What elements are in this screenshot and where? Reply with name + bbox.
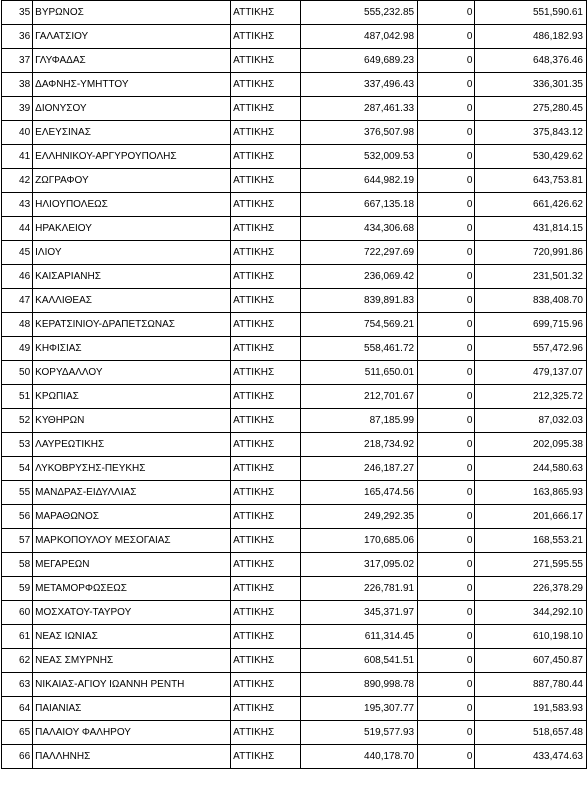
municipality-name-cell[interactable]: ΜΑΝΔΡΑΣ-ΕΙΔΥΛΛΙΑΣ xyxy=(33,481,231,505)
amount-cell[interactable]: 555,232.85 xyxy=(300,1,418,25)
municipality-name-cell[interactable]: ΜΟΣΧΑΤΟΥ-ΤΑΥΡΟΥ xyxy=(33,601,231,625)
region-cell[interactable]: ΑΤΤΙΚΗΣ xyxy=(231,217,300,241)
table-row xyxy=(2,697,587,721)
municipality-name-cell[interactable]: ΕΛΕΥΣΙΝΑΣ xyxy=(33,121,231,145)
second-amount-cell[interactable]: 661,426.62 xyxy=(475,193,587,217)
row-number-cell[interactable]: 66 xyxy=(2,745,33,769)
second-amount-cell[interactable]: 486,182.93 xyxy=(475,25,587,49)
amount-cell[interactable]: 722,297.69 xyxy=(300,241,418,265)
second-amount-cell[interactable]: 271,595.55 xyxy=(475,553,587,577)
row-number-cell[interactable]: 58 xyxy=(2,553,33,577)
zero-value-cell[interactable]: 0 xyxy=(418,121,475,145)
zero-value-cell[interactable]: 0 xyxy=(418,73,475,97)
municipality-name-cell[interactable]: ΜΕΓΑΡΕΩΝ xyxy=(33,553,231,577)
row-number-cell[interactable]: 51 xyxy=(2,385,33,409)
region-cell[interactable]: ΑΤΤΙΚΗΣ xyxy=(231,625,300,649)
zero-value-cell[interactable]: 0 xyxy=(418,625,475,649)
second-amount-cell[interactable]: 344,292.10 xyxy=(475,601,587,625)
second-amount-cell[interactable]: 168,553.21 xyxy=(475,529,587,553)
zero-value-cell[interactable]: 0 xyxy=(418,241,475,265)
second-amount-cell[interactable]: 557,472.96 xyxy=(475,337,587,361)
table-row xyxy=(2,73,587,97)
municipality-name-cell[interactable]: ΗΛΙΟΥΠΟΛΕΩΣ xyxy=(33,193,231,217)
region-cell[interactable]: ΑΤΤΙΚΗΣ xyxy=(231,265,300,289)
region-cell[interactable]: ΑΤΤΙΚΗΣ xyxy=(231,385,300,409)
row-number-cell[interactable]: 62 xyxy=(2,649,33,673)
row-number-cell[interactable]: 64 xyxy=(2,697,33,721)
zero-value-cell[interactable]: 0 xyxy=(418,289,475,313)
table-row xyxy=(2,673,587,697)
municipality-name-cell[interactable]: ΚΕΡΑΤΣΙΝΙΟΥ-ΔΡΑΠΕΤΣΩΝΑΣ xyxy=(33,313,231,337)
amount-cell[interactable]: 667,135.18 xyxy=(300,193,418,217)
municipality-name-cell[interactable]: ΚΟΡΥΔΑΛΛΟΥ xyxy=(33,361,231,385)
second-amount-cell[interactable]: 699,715.96 xyxy=(475,313,587,337)
amount-cell[interactable]: 558,461.72 xyxy=(300,337,418,361)
region-cell[interactable]: ΑΤΤΙΚΗΣ xyxy=(231,457,300,481)
municipality-name-cell[interactable]: ΛΑΥΡΕΩΤΙΚΗΣ xyxy=(33,433,231,457)
zero-value-cell[interactable]: 0 xyxy=(418,481,475,505)
municipality-name-cell[interactable]: ΝΕΑΣ ΙΩΝΙΑΣ xyxy=(33,625,231,649)
row-number-cell[interactable]: 65 xyxy=(2,721,33,745)
region-cell[interactable]: ΑΤΤΙΚΗΣ xyxy=(231,361,300,385)
table-row xyxy=(2,409,587,433)
row-number-cell[interactable]: 37 xyxy=(2,49,33,73)
municipality-name-cell[interactable]: ΚΑΛΛΙΘΕΑΣ xyxy=(33,289,231,313)
municipality-name-cell[interactable]: ΜΑΡΑΘΩΝΟΣ xyxy=(33,505,231,529)
municipality-name-cell[interactable]: ΕΛΛΗΝΙΚΟΥ-ΑΡΓΥΡΟΥΠΟΛΗΣ xyxy=(33,145,231,169)
table-row xyxy=(2,25,587,49)
municipality-name-cell[interactable]: ΝΙΚΑΙΑΣ-ΑΓΙΟΥ ΙΩΑΝΝΗ ΡΕΝΤΗ xyxy=(33,673,231,697)
region-cell[interactable]: ΑΤΤΙΚΗΣ xyxy=(231,193,300,217)
second-amount-cell[interactable]: 212,325.72 xyxy=(475,385,587,409)
table-row xyxy=(2,529,587,553)
region-cell[interactable]: ΑΤΤΙΚΗΣ xyxy=(231,169,300,193)
zero-value-cell[interactable]: 0 xyxy=(418,49,475,73)
table-row xyxy=(2,145,587,169)
amount-cell[interactable]: 287,461.33 xyxy=(300,97,418,121)
row-number-cell[interactable]: 46 xyxy=(2,265,33,289)
municipality-name-cell[interactable]: ΛΥΚΟΒΡΥΣΗΣ-ΠΕΥΚΗΣ xyxy=(33,457,231,481)
zero-value-cell[interactable]: 0 xyxy=(418,217,475,241)
row-number-cell[interactable]: 53 xyxy=(2,433,33,457)
zero-value-cell[interactable]: 0 xyxy=(418,505,475,529)
zero-value-cell[interactable]: 0 xyxy=(418,25,475,49)
region-cell[interactable]: ΑΤΤΙΚΗΣ xyxy=(231,553,300,577)
municipality-name-cell[interactable]: ΙΛΙΟΥ xyxy=(33,241,231,265)
zero-value-cell[interactable]: 0 xyxy=(418,553,475,577)
zero-value-cell[interactable]: 0 xyxy=(418,697,475,721)
municipality-name-cell[interactable]: ΜΑΡΚΟΠΟΥΛΟΥ ΜΕΣΟΓΑΙΑΣ xyxy=(33,529,231,553)
region-cell[interactable]: ΑΤΤΙΚΗΣ xyxy=(231,649,300,673)
row-number-cell[interactable]: 55 xyxy=(2,481,33,505)
row-number-cell[interactable]: 47 xyxy=(2,289,33,313)
municipality-name-cell[interactable]: ΚΡΩΠΙΑΣ xyxy=(33,385,231,409)
second-amount-cell[interactable]: 191,583.93 xyxy=(475,697,587,721)
amount-cell[interactable]: 608,541.51 xyxy=(300,649,418,673)
second-amount-cell[interactable]: 336,301.35 xyxy=(475,73,587,97)
row-number-cell[interactable]: 43 xyxy=(2,193,33,217)
row-number-cell[interactable]: 42 xyxy=(2,169,33,193)
table-row xyxy=(2,385,587,409)
table-row xyxy=(2,481,587,505)
amount-cell[interactable]: 236,069.42 xyxy=(300,265,418,289)
amount-cell[interactable]: 249,292.35 xyxy=(300,505,418,529)
region-cell[interactable]: ΑΤΤΙΚΗΣ xyxy=(231,49,300,73)
table-row xyxy=(2,49,587,73)
region-cell[interactable]: ΑΤΤΙΚΗΣ xyxy=(231,697,300,721)
table-row xyxy=(2,721,587,745)
second-amount-cell[interactable]: 479,137.07 xyxy=(475,361,587,385)
table-row xyxy=(2,577,587,601)
region-cell[interactable]: ΑΤΤΙΚΗΣ xyxy=(231,673,300,697)
zero-value-cell[interactable]: 0 xyxy=(418,721,475,745)
table-row xyxy=(2,169,587,193)
municipality-name-cell[interactable]: ΔΙΟΝΥΣΟΥ xyxy=(33,97,231,121)
row-number-cell[interactable]: 40 xyxy=(2,121,33,145)
region-cell[interactable]: ΑΤΤΙΚΗΣ xyxy=(231,25,300,49)
region-cell[interactable]: ΑΤΤΙΚΗΣ xyxy=(231,337,300,361)
amount-cell[interactable]: 226,781.91 xyxy=(300,577,418,601)
amount-cell[interactable]: 170,685.06 xyxy=(300,529,418,553)
table-row xyxy=(2,361,587,385)
table-row xyxy=(2,505,587,529)
region-cell[interactable]: ΑΤΤΙΚΗΣ xyxy=(231,121,300,145)
table-row xyxy=(2,649,587,673)
amount-cell[interactable]: 649,689.23 xyxy=(300,49,418,73)
region-cell[interactable]: ΑΤΤΙΚΗΣ xyxy=(231,577,300,601)
row-number-cell[interactable]: 56 xyxy=(2,505,33,529)
table-row xyxy=(2,313,587,337)
second-amount-cell[interactable]: 838,408.70 xyxy=(475,289,587,313)
row-number-cell[interactable]: 45 xyxy=(2,241,33,265)
row-number-cell[interactable]: 50 xyxy=(2,361,33,385)
second-amount-cell[interactable]: 87,032.03 xyxy=(475,409,587,433)
municipality-name-cell[interactable]: ΓΛΥΦΑΔΑΣ xyxy=(33,49,231,73)
region-cell[interactable]: ΑΤΤΙΚΗΣ xyxy=(231,97,300,121)
second-amount-cell[interactable]: 202,095.38 xyxy=(475,433,587,457)
zero-value-cell[interactable]: 0 xyxy=(418,169,475,193)
amount-cell[interactable]: 376,507.98 xyxy=(300,121,418,145)
municipality-name-cell[interactable]: ΠΑΛΑΙΟΥ ΦΑΛΗΡΟΥ xyxy=(33,721,231,745)
zero-value-cell[interactable]: 0 xyxy=(418,145,475,169)
row-number-cell[interactable]: 52 xyxy=(2,409,33,433)
second-amount-cell[interactable]: 551,590.61 xyxy=(475,1,587,25)
second-amount-cell[interactable]: 607,450.87 xyxy=(475,649,587,673)
region-cell[interactable]: ΑΤΤΙΚΗΣ xyxy=(231,1,300,25)
region-cell[interactable]: ΑΤΤΙΚΗΣ xyxy=(231,433,300,457)
row-number-cell[interactable]: 36 xyxy=(2,25,33,49)
amount-cell[interactable]: 165,474.56 xyxy=(300,481,418,505)
region-cell[interactable]: ΑΤΤΙΚΗΣ xyxy=(231,289,300,313)
second-amount-cell[interactable]: 201,666.17 xyxy=(475,505,587,529)
municipality-name-cell[interactable]: ΚΥΘΗΡΩΝ xyxy=(33,409,231,433)
amount-cell[interactable]: 440,178.70 xyxy=(300,745,418,769)
second-amount-cell[interactable]: 375,843.12 xyxy=(475,121,587,145)
amount-cell[interactable]: 345,371.97 xyxy=(300,601,418,625)
amount-cell[interactable]: 195,307.77 xyxy=(300,697,418,721)
zero-value-cell[interactable]: 0 xyxy=(418,433,475,457)
zero-value-cell[interactable]: 0 xyxy=(418,409,475,433)
table-row xyxy=(2,265,587,289)
table-row xyxy=(2,457,587,481)
row-number-cell[interactable]: 48 xyxy=(2,313,33,337)
amount-cell[interactable]: 644,982.19 xyxy=(300,169,418,193)
row-number-cell[interactable]: 59 xyxy=(2,577,33,601)
municipality-name-cell[interactable]: ΗΡΑΚΛΕΙΟΥ xyxy=(33,217,231,241)
second-amount-cell[interactable]: 648,376.46 xyxy=(475,49,587,73)
municipality-table xyxy=(1,0,587,769)
zero-value-cell[interactable]: 0 xyxy=(418,577,475,601)
amount-cell[interactable]: 839,891.83 xyxy=(300,289,418,313)
table-row xyxy=(2,193,587,217)
region-cell[interactable]: ΑΤΤΙΚΗΣ xyxy=(231,529,300,553)
municipality-name-cell[interactable]: ΖΩΓΡΑΦΟΥ xyxy=(33,169,231,193)
municipality-name-cell[interactable]: ΝΕΑΣ ΣΜΥΡΝΗΣ xyxy=(33,649,231,673)
second-amount-cell[interactable]: 610,198.10 xyxy=(475,625,587,649)
region-cell[interactable]: ΑΤΤΙΚΗΣ xyxy=(231,241,300,265)
row-number-cell[interactable]: 39 xyxy=(2,97,33,121)
region-cell[interactable]: ΑΤΤΙΚΗΣ xyxy=(231,721,300,745)
region-cell[interactable]: ΑΤΤΙΚΗΣ xyxy=(231,745,300,769)
amount-cell[interactable]: 246,187.27 xyxy=(300,457,418,481)
table-row xyxy=(2,217,587,241)
municipality-name-cell[interactable]: ΚΗΦΙΣΙΑΣ xyxy=(33,337,231,361)
region-cell[interactable]: ΑΤΤΙΚΗΣ xyxy=(231,481,300,505)
zero-value-cell[interactable]: 0 xyxy=(418,193,475,217)
row-number-cell[interactable]: 41 xyxy=(2,145,33,169)
table-row xyxy=(2,553,587,577)
amount-cell[interactable]: 511,650.01 xyxy=(300,361,418,385)
zero-value-cell[interactable]: 0 xyxy=(418,1,475,25)
second-amount-cell[interactable]: 226,378.29 xyxy=(475,577,587,601)
zero-value-cell[interactable]: 0 xyxy=(418,673,475,697)
table-row xyxy=(2,121,587,145)
second-amount-cell[interactable]: 244,580.63 xyxy=(475,457,587,481)
second-amount-cell[interactable]: 518,657.48 xyxy=(475,721,587,745)
row-number-cell[interactable]: 60 xyxy=(2,601,33,625)
table-row xyxy=(2,241,587,265)
table-row xyxy=(2,433,587,457)
municipality-name-cell[interactable]: ΚΑΙΣΑΡΙΑΝΗΣ xyxy=(33,265,231,289)
zero-value-cell[interactable]: 0 xyxy=(418,385,475,409)
zero-value-cell[interactable]: 0 xyxy=(418,529,475,553)
zero-value-cell[interactable]: 0 xyxy=(418,361,475,385)
region-cell[interactable]: ΑΤΤΙΚΗΣ xyxy=(231,313,300,337)
region-cell[interactable]: ΑΤΤΙΚΗΣ xyxy=(231,145,300,169)
table-row xyxy=(2,289,587,313)
table-row xyxy=(2,625,587,649)
municipality-name-cell[interactable]: ΠΑΙΑΝΙΑΣ xyxy=(33,697,231,721)
table-row xyxy=(2,745,587,769)
second-amount-cell[interactable]: 163,865.93 xyxy=(475,481,587,505)
table-row xyxy=(2,337,587,361)
zero-value-cell[interactable]: 0 xyxy=(418,97,475,121)
row-number-cell[interactable]: 61 xyxy=(2,625,33,649)
table-row xyxy=(2,601,587,625)
amount-cell[interactable]: 487,042.98 xyxy=(300,25,418,49)
row-number-cell[interactable]: 57 xyxy=(2,529,33,553)
second-amount-cell[interactable]: 275,280.45 xyxy=(475,97,587,121)
row-number-cell[interactable]: 54 xyxy=(2,457,33,481)
municipality-name-cell[interactable]: ΔΑΦΝΗΣ-ΥΜΗΤΤΟΥ xyxy=(33,73,231,97)
amount-cell[interactable]: 611,314.45 xyxy=(300,625,418,649)
amount-cell[interactable]: 754,569.21 xyxy=(300,313,418,337)
zero-value-cell[interactable]: 0 xyxy=(418,313,475,337)
table-row xyxy=(2,1,587,25)
amount-cell[interactable]: 212,701.67 xyxy=(300,385,418,409)
second-amount-cell[interactable]: 887,780.44 xyxy=(475,673,587,697)
municipality-name-cell[interactable]: ΓΑΛΑΤΣΙΟΥ xyxy=(33,25,231,49)
zero-value-cell[interactable]: 0 xyxy=(418,745,475,769)
zero-value-cell[interactable]: 0 xyxy=(418,337,475,361)
municipality-name-cell[interactable]: ΜΕΤΑΜΟΡΦΩΣΕΩΣ xyxy=(33,577,231,601)
region-cell[interactable]: ΑΤΤΙΚΗΣ xyxy=(231,73,300,97)
region-cell[interactable]: ΑΤΤΙΚΗΣ xyxy=(231,505,300,529)
amount-cell[interactable]: 519,577.93 xyxy=(300,721,418,745)
amount-cell[interactable]: 87,185.99 xyxy=(300,409,418,433)
row-number-cell[interactable]: 44 xyxy=(2,217,33,241)
second-amount-cell[interactable]: 433,474.63 xyxy=(475,745,587,769)
zero-value-cell[interactable]: 0 xyxy=(418,649,475,673)
amount-cell[interactable]: 532,009.53 xyxy=(300,145,418,169)
row-number-cell[interactable]: 38 xyxy=(2,73,33,97)
region-cell[interactable]: ΑΤΤΙΚΗΣ xyxy=(231,409,300,433)
municipality-name-cell[interactable]: ΠΑΛΛΗΝΗΣ xyxy=(33,745,231,769)
zero-value-cell[interactable]: 0 xyxy=(418,457,475,481)
amount-cell[interactable]: 890,998.78 xyxy=(300,673,418,697)
amount-cell[interactable]: 434,306.68 xyxy=(300,217,418,241)
amount-cell[interactable]: 317,095.02 xyxy=(300,553,418,577)
second-amount-cell[interactable]: 530,429.62 xyxy=(475,145,587,169)
amount-cell[interactable]: 218,734.92 xyxy=(300,433,418,457)
second-amount-cell[interactable]: 720,991.86 xyxy=(475,241,587,265)
row-number-cell[interactable]: 49 xyxy=(2,337,33,361)
table-row xyxy=(2,97,587,121)
zero-value-cell[interactable]: 0 xyxy=(418,265,475,289)
second-amount-cell[interactable]: 431,814.15 xyxy=(475,217,587,241)
zero-value-cell[interactable]: 0 xyxy=(418,601,475,625)
municipality-name-cell[interactable]: ΒΥΡΩΝΟΣ xyxy=(33,1,231,25)
second-amount-cell[interactable]: 231,501.32 xyxy=(475,265,587,289)
row-number-cell[interactable]: 63 xyxy=(2,673,33,697)
region-cell[interactable]: ΑΤΤΙΚΗΣ xyxy=(231,601,300,625)
amount-cell[interactable]: 337,496.43 xyxy=(300,73,418,97)
row-number-cell[interactable]: 35 xyxy=(2,1,33,25)
second-amount-cell[interactable]: 643,753.81 xyxy=(475,169,587,193)
